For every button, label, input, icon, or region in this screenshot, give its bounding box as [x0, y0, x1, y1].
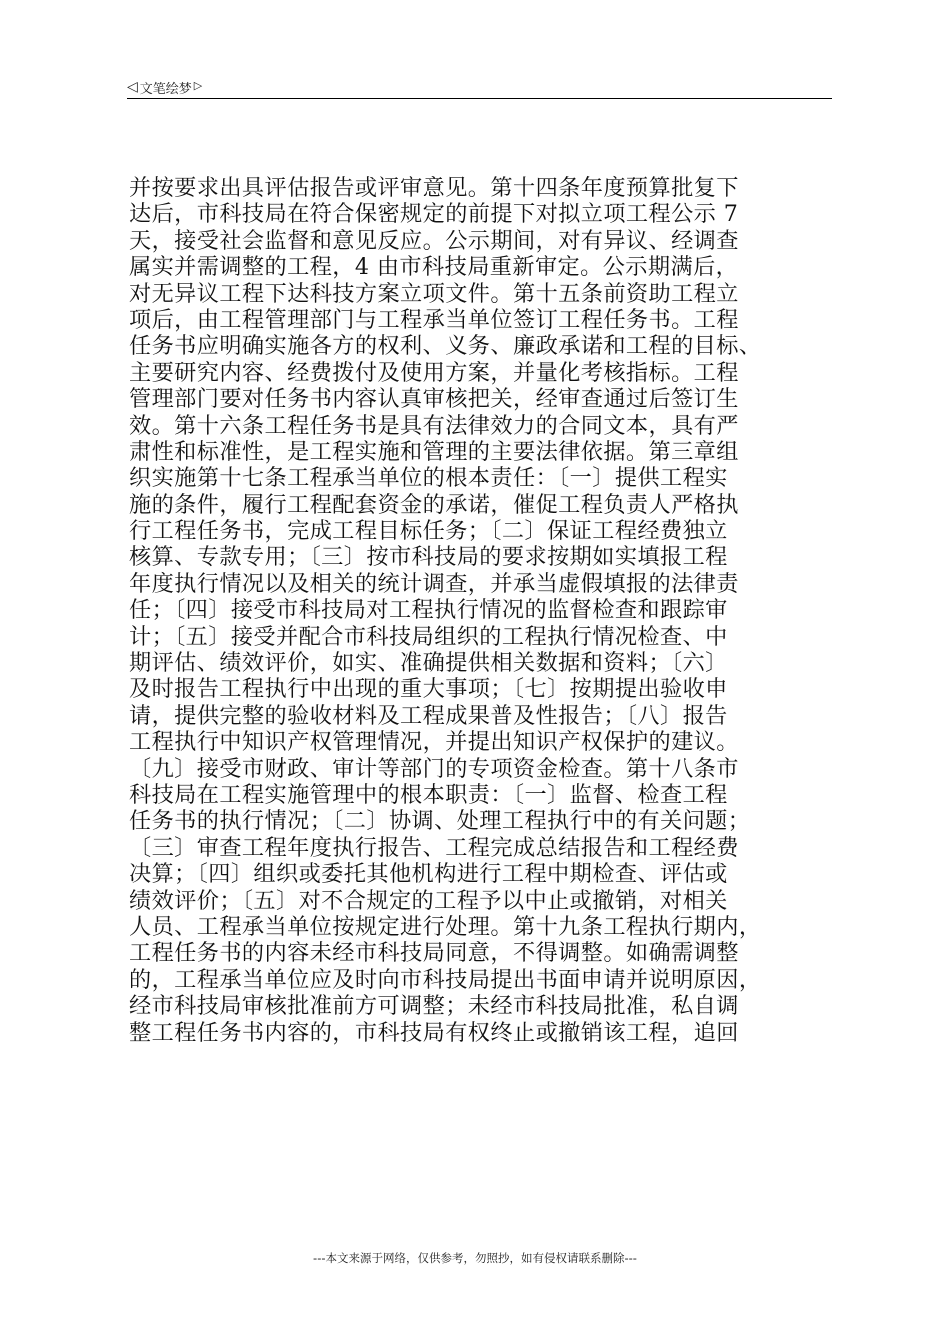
body-line: 年度执行情况以及相关的统计调查，并承当虚假填报的法律责: [129, 570, 739, 597]
body-line: 绩效评价；〔五〕对不合规定的工程予以中止或撤销，对相关: [129, 887, 728, 914]
body-line: 科技局在工程实施管理中的根本职责：〔一〕监督、检查工程: [129, 781, 728, 808]
left-triangle-icon: ◁: [127, 79, 138, 95]
body-line: 对无异议工程下达科技方案立项文件。第十五条前资助工程立: [129, 280, 739, 307]
body-line: 核算、专款专用；〔三〕按市科技局的要求按期如实填报工程: [129, 544, 728, 571]
page-header: [127, 76, 832, 99]
body-line: 工程任务书的内容未经市科技局同意，不得调整。如确需调整: [129, 940, 739, 967]
body-line: 管理部门要对任务书内容认真审核把关，经审查通过后签订生: [129, 386, 739, 413]
body-line: 决算；〔四〕组织或委托其他机构进行工程中期检查、评估或: [129, 861, 728, 888]
body-line: 主要研究内容、经费拨付及使用方案，并量化考核指标。工程: [129, 359, 739, 386]
body-line: 人员、工程承当单位按规定进行处理。第十九条工程执行期内，: [129, 913, 762, 940]
body-line: 天，接受社会监督和意见反应。公示期间，对有异议、经调查: [129, 227, 739, 254]
body-line: 施的条件，履行工程配套资金的承诺，催促工程负责人严格执: [129, 491, 739, 518]
body-line: 〔三〕审查工程年度执行报告、工程完成总结报告和工程经费: [129, 834, 739, 861]
header-title: 文笔绘梦: [139, 81, 192, 97]
body-line: 工程执行中知识产权管理情况，并提出知识产权保护的建议。: [129, 729, 739, 756]
body-line: 达后，市科技局在符合保密规定的前提下对拟立项工程公示 7: [129, 201, 739, 228]
body-line: 并按要求出具评估报告或评审意见。第十四条年度预算批复下: [129, 175, 739, 201]
right-triangle-icon: ▷: [193, 78, 203, 92]
document-body: [129, 175, 832, 1046]
body-line: 肃性和标准性，是工程实施和管理的主要法律依据。第三章组: [129, 438, 739, 465]
body-line: 期评估、绩效评价，如实、准确提供相关数据和资料；〔六〕: [129, 650, 728, 677]
body-line: 请，提供完整的验收材料及工程成果普及性报告；〔八〕报告: [129, 702, 728, 729]
body-line: 〔九〕接受市财政、审计等部门的专项资金检查。第十八条市: [129, 755, 739, 782]
body-line: 项后，由工程管理部门与工程承当单位签订工程任务书。工程: [129, 306, 739, 333]
body-line: 任务书的执行情况；〔二〕协调、处理工程执行中的有关问题；: [129, 808, 751, 835]
body-line: 任务书应明确实施各方的权利、义务、廉政承诺和工程的目标、: [129, 333, 762, 360]
body-line: 属实并需调整的工程，4 由市科技局重新审定。公示期满后，: [129, 254, 739, 281]
body-line: 及时报告工程执行中出现的重大事项；〔七〕按期提出验收申: [129, 676, 728, 703]
body-line: 织实施第十七条工程承当单位的根本责任：〔一〕提供工程实: [129, 465, 728, 492]
body-line: 效。第十六条工程任务书是具有法律效力的合同文本，具有严: [129, 412, 739, 439]
body-line: 任；〔四〕接受市科技局对工程执行情况的监督检查和跟踪审: [129, 597, 728, 624]
body-line: 经市科技局审核批准前方可调整；未经市科技局批准，私自调: [129, 993, 739, 1020]
body-line: 的，工程承当单位应及时向市科技局提出书面申请并说明原因，: [129, 966, 762, 993]
body-line: 计；〔五〕接受并配合市科技局组织的工程执行情况检查、中: [129, 623, 728, 650]
body-line: 行工程任务书，完成工程目标任务；〔二〕保证工程经费独立: [129, 518, 728, 545]
page-footer: ---本文来源于网络，仅供参考，勿照抄，如有侵权请联系删除---: [313, 1251, 637, 1265]
body-line: 整工程任务书内容的，市科技局有权终止或撤销该工程，追回: [129, 1019, 739, 1046]
